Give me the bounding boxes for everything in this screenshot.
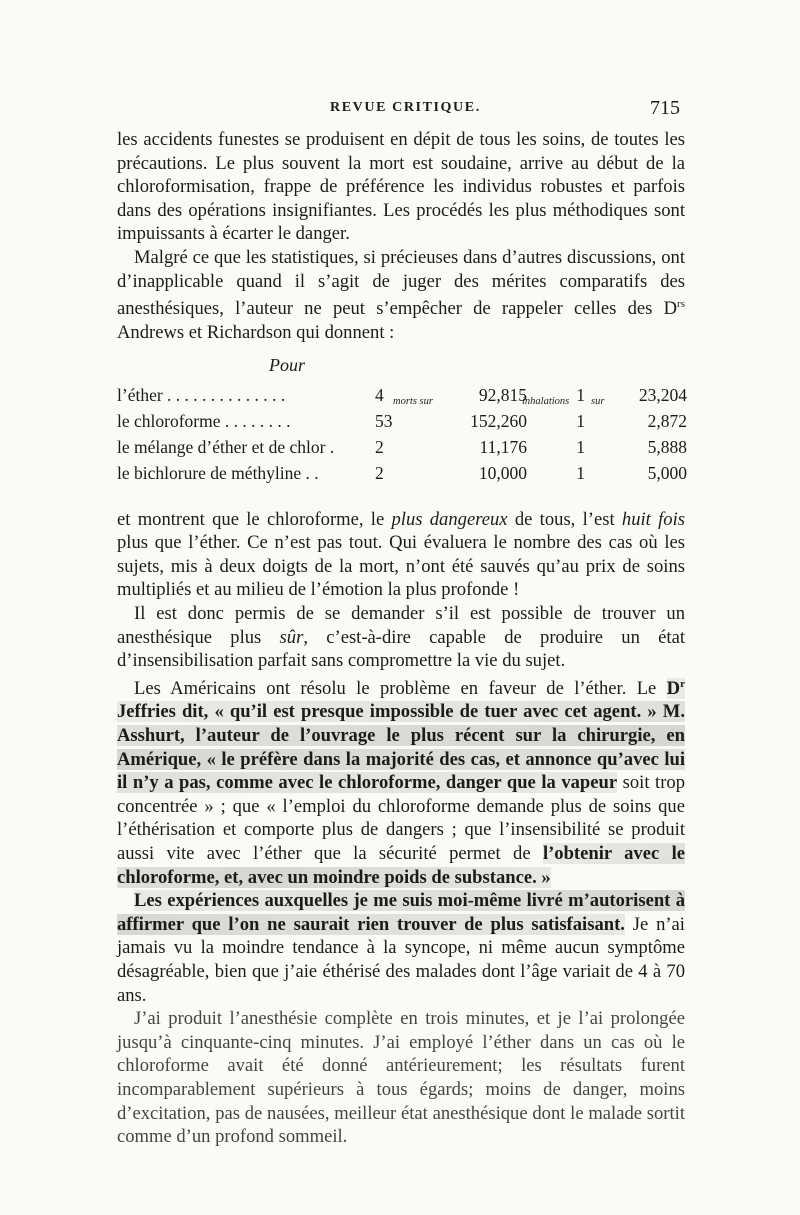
paragraph-3-text-end: plus que l’éther. Ce n’est pas tout. Qui évaluera le nombre des cas où les sujets, mis à deux doigts de la mort, n’ont été sauvés qu’au prix de soins multipliés et au milieu de l’émotion la plus profonde ! <box>117 532 685 601</box>
paragraph-5-text: Les Américains ont résolu le problème en faveur de l’éther. Le <box>134 677 667 699</box>
paragraph-1: les accidents funestes se produisent en dépit de tous les soins, de toutes les précautions. Le plus souvent la mort est soudaine, arrive au début de la chloroformisation, frappe de préférence les individus robustes et parfois dans des opérations insignifiantes. Les procédés les plus méthodiques sont impuissants à écarter le danger. <box>117 129 685 245</box>
row-ratio-b: 5,888 <box>647 436 687 457</box>
page-number: 715 <box>650 97 680 119</box>
row-ratio-a: 1 <box>576 410 585 431</box>
table-heading-pour: Pour <box>269 354 305 375</box>
row-label: l’éther . . . . . . . . . . . . . . <box>117 384 286 405</box>
paragraph-6-text: Je n’ai jamais vu la moindre tendance à la syncope, ni même aucun symptôme désagréable, bien que j’aie éthérisé des malades dont l’âge variait de 4 à 70 ans. <box>117 913 685 1006</box>
emphasis-sur: sûr <box>279 626 304 648</box>
paragraph-4-text-end: , c’est-à-dire capable de produire un état d’insensibilisation parfait sans compromettre la vie du sujet. <box>117 626 685 672</box>
paragraph-6 <box>117 889 685 1007</box>
paragraph-4 <box>117 602 685 673</box>
table-row <box>117 384 689 408</box>
row-ratio-a: 1 <box>576 462 585 483</box>
emphasis-huit-fois: huit fois <box>621 508 685 530</box>
paragraph-2-text: Malgré ce que les statistiques, si précieuses dans d’autres discussions, ont d’inapplicable quand il s’agit de juger des mérites comparatifs des anesthésiques, l’auteur ne peut s’empêcher de rappeler celles des D <box>117 246 685 320</box>
paragraph-7: J’ai produit l’anesthésie complète en trois minutes, et je l’ai prolongée jusqu’à cinquante-cinq minutes. J’ai employé l’éther dans un cas où le chloroforme avait été donné antérieurement; les résultats furent incomparablement supérieurs à tous égards; moins de danger, moins d’excitation, pas de nausées, meilleur état anesthésique dont le malade sortit comme d’un profond sommeil. <box>117 1008 685 1148</box>
paragraph-5-highlight-end: l’obtenir avec le chloroforme, et, avec un moindre poids de substance. » <box>117 843 685 888</box>
row-ratio-a: 1 <box>576 436 585 457</box>
row-morts: 2 <box>375 436 384 457</box>
statistics-table <box>117 348 685 503</box>
paragraph-4-text: Il est donc permis de se demander s’il est possible de trouver un anesthésique plus <box>117 602 685 648</box>
paragraph-3-text: et montrent que le chloroforme, le <box>117 508 392 530</box>
row-morts: 4 <box>375 384 384 405</box>
page-body <box>117 128 685 1149</box>
row-morts: 2 <box>375 462 384 483</box>
table-row <box>117 462 689 486</box>
row-ratio-a: 1 <box>576 384 585 405</box>
quote-jeffries-asshurt: Jeffries dit, « qu’il est presque impossible de tuer avec cet agent. » M. Asshurt, l’auteur de l’ouvrage le plus récent sur la chirurgie, en Amérique, « le préfère dans la majorité des cas, et annonce qu’avec lui il n’y a pas, comme avec le chloroforme, danger que la vapeur <box>117 701 685 794</box>
row-label: le bichlorure de méthyline . . <box>117 462 319 483</box>
row-ratio-b: 2,872 <box>647 410 687 431</box>
row-ratio-b: 23,204 <box>638 384 687 405</box>
paragraph-5-text-mid: soit trop concentrée » ; que « l’emploi du chloroforme demande plus de soins que l’éthérisation et comporte plus de dangers ; que l’insensibilité se produit aussi vite avec l’éther que la sécurité permet de <box>117 772 685 865</box>
paragraph-5 <box>117 673 685 890</box>
row-morts: 53 <box>375 410 393 431</box>
row-label: le chloroforme . . . . . . . . <box>117 410 291 431</box>
paragraph-6-highlight: Les expériences auxquelles je me suis moi-même livré m’autorisent à affirmer que l’on ne saurait rien trouver de plus satisfaisant. <box>117 890 685 935</box>
doctor-abbrev: D <box>666 677 681 699</box>
unit-inhalations: inhalations <box>522 395 570 407</box>
table-row <box>117 410 689 434</box>
row-ratio-b: 5,000 <box>647 462 687 483</box>
row-inhalations: 92,815 <box>478 384 527 405</box>
unit-morts-sur: morts sur <box>393 395 433 407</box>
emphasis-plus-dangereux: plus dangereux <box>391 508 508 530</box>
page-header <box>0 97 800 124</box>
row-inhalations: 11,176 <box>479 436 527 457</box>
paragraph-2-text-end: Andrews et Richardson qui donnent : <box>117 321 395 343</box>
unit-sur: sur <box>591 395 605 407</box>
row-label: le mélange d’éther et de chlor . <box>117 436 335 457</box>
row-inhalations: 152,260 <box>470 410 527 431</box>
superscript-rs: rs <box>677 298 685 311</box>
paragraph-2 <box>117 246 685 345</box>
running-title: REVUE CRITIQUE. <box>330 100 481 115</box>
row-inhalations: 10,000 <box>478 462 527 483</box>
paragraph-3-text-mid: de tous, l’est <box>507 508 622 530</box>
paragraph-3 <box>117 508 685 602</box>
superscript-r: r <box>680 677 685 690</box>
table-row <box>117 436 689 460</box>
